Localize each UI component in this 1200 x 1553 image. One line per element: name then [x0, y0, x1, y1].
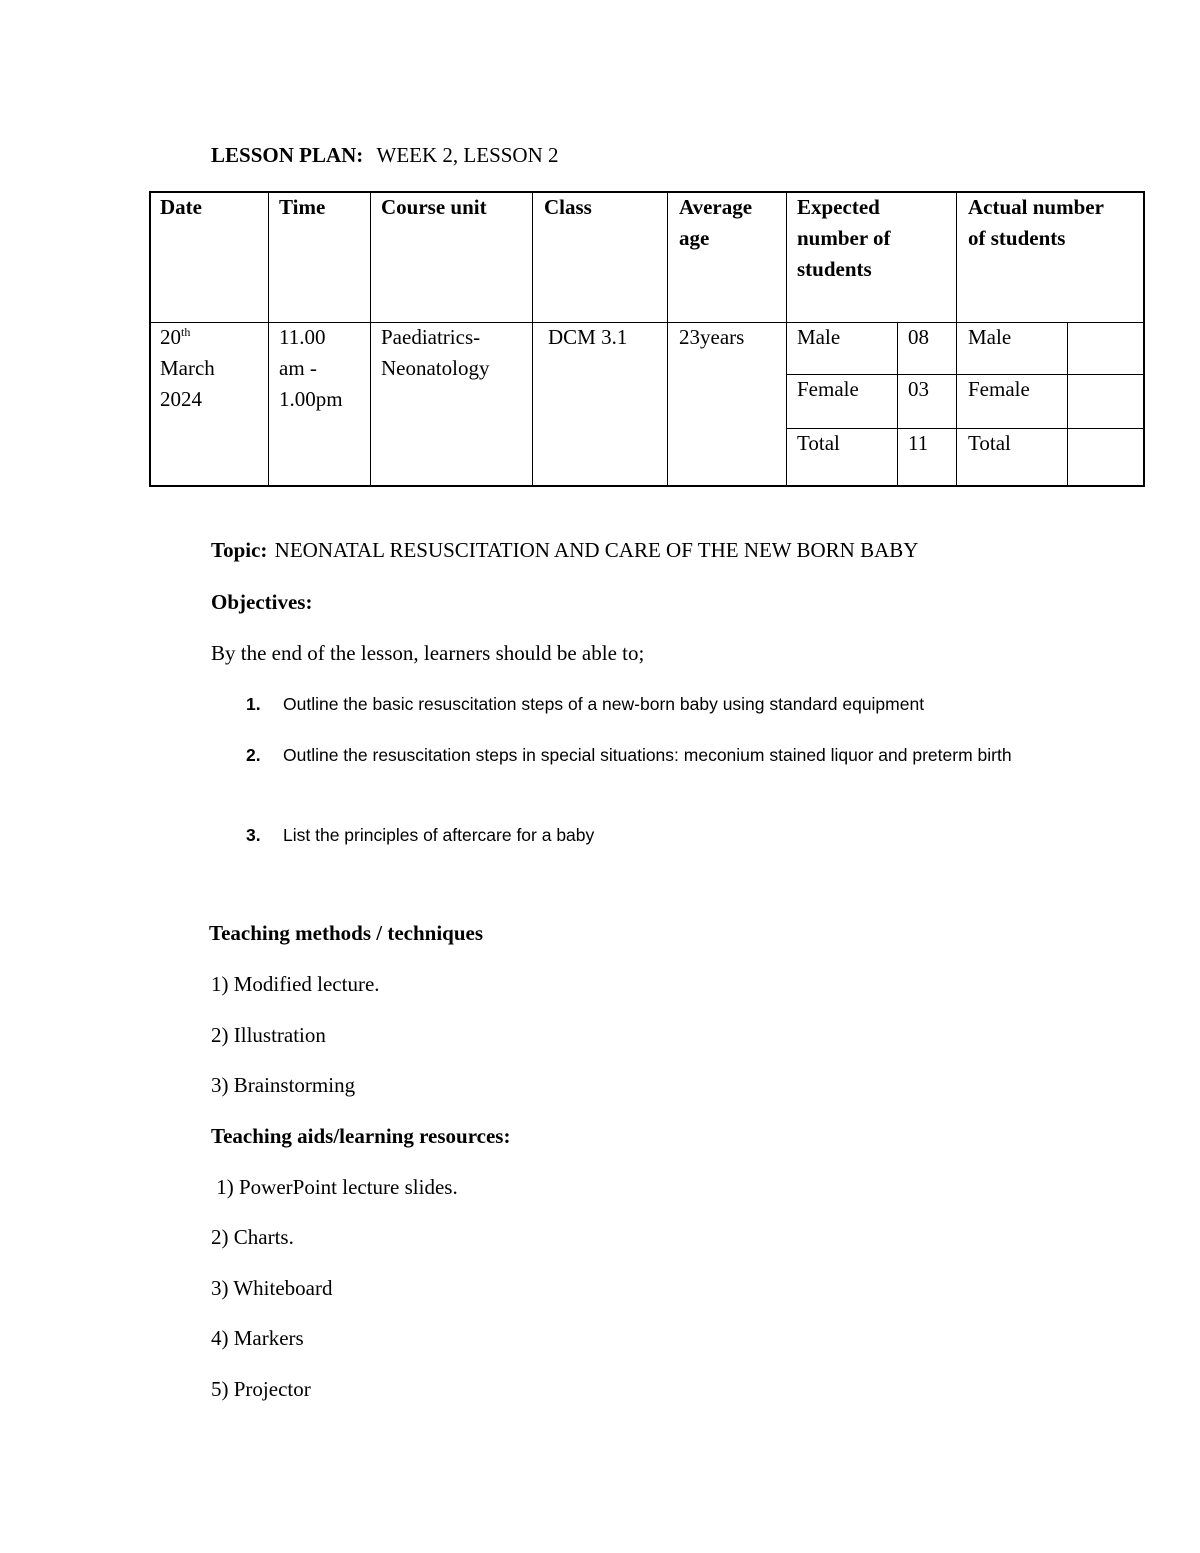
header-average-age-line: Average — [679, 195, 753, 219]
cell-average-age: 23years — [679, 325, 745, 349]
table-border — [1143, 191, 1145, 487]
header-class: Class — [544, 195, 592, 219]
header-time: Time — [279, 195, 326, 219]
teaching-method-item: 3) Brainstorming — [211, 1073, 356, 1097]
teaching-aids-heading: Teaching aids/learning resources: — [211, 1124, 511, 1148]
date-suffix: th — [181, 325, 191, 339]
header-expected-line: students — [797, 257, 872, 281]
time-line: 1.00pm — [279, 387, 343, 411]
cell-class: DCM 3.1 — [548, 325, 628, 349]
table-divider — [1067, 322, 1068, 487]
actual-female-label: Female — [968, 377, 1030, 401]
heading-label: LESSON PLAN: — [211, 143, 364, 167]
date-day-line — [160, 322, 215, 353]
header-average-age — [679, 192, 752, 254]
expected-male-value: 08 — [908, 325, 929, 349]
time-line: am - — [279, 356, 317, 380]
teaching-method-item: 1) Modified lecture. — [211, 972, 380, 996]
expected-total-label: Total — [797, 431, 840, 455]
header-date: Date — [160, 195, 202, 219]
expected-female-value: 03 — [908, 377, 929, 401]
table-divider — [370, 191, 371, 487]
actual-total-label: Total — [968, 431, 1011, 455]
table-divider — [897, 322, 898, 487]
header-expected-line: Expected — [797, 195, 880, 219]
header-average-age-line: age — [679, 226, 710, 250]
table-divider — [667, 191, 668, 487]
objective-number: 1. — [246, 694, 261, 714]
course-line: Paediatrics- — [381, 325, 481, 349]
table-border — [149, 191, 151, 487]
table-divider — [532, 191, 533, 487]
header-expected-line: number of — [797, 226, 891, 250]
actual-male-label: Male — [968, 325, 1012, 349]
table-divider — [786, 191, 787, 487]
objective-number: 3. — [246, 825, 261, 845]
table-divider — [956, 191, 957, 487]
header-actual-students — [968, 192, 1104, 254]
time-line: 11.00 — [279, 325, 326, 349]
objective-text: Outline the basic resuscitation steps of a new-born baby using standard equipment — [283, 694, 925, 714]
cell-date — [160, 322, 215, 415]
teaching-methods-heading: Teaching methods / techniques — [209, 921, 484, 945]
cell-course-unit — [381, 322, 489, 384]
course-line: Neonatology — [381, 356, 490, 380]
table-border — [149, 485, 1145, 487]
expected-total-value: 11 — [908, 431, 929, 455]
cell-time — [279, 322, 343, 415]
expected-female-label: Female — [797, 377, 859, 401]
objectives-intro: By the end of the lesson, learners should be able to; — [211, 641, 645, 665]
teaching-aid-item: 3) Whiteboard — [211, 1276, 333, 1300]
date-month: March — [160, 356, 215, 380]
lesson-plan-heading — [211, 143, 559, 168]
teaching-aid-item: 5) Projector — [211, 1377, 311, 1401]
date-year: 2024 — [160, 387, 202, 411]
header-course-unit: Course unit — [381, 195, 487, 219]
objective-text: Outline the resuscitation steps in special situations: meconium stained liquor and preterm birth — [283, 745, 1012, 765]
expected-male-label: Male — [797, 325, 841, 349]
topic-value: NEONATAL RESUSCITATION AND CARE OF THE NEW BORN BABY — [274, 538, 919, 562]
objective-text: List the principles of aftercare for a baby — [283, 825, 595, 845]
header-actual-line: of students — [968, 226, 1066, 250]
header-actual-line: Actual number — [968, 195, 1104, 219]
date-day: 20 — [160, 325, 181, 349]
topic — [211, 538, 918, 563]
teaching-aid-item: 4) Markers — [211, 1326, 304, 1350]
table-divider — [787, 428, 1145, 429]
teaching-aid-item: 2) Charts. — [211, 1225, 294, 1249]
objective-number: 2. — [246, 745, 261, 765]
objectives-heading: Objectives: — [211, 590, 313, 614]
topic-label: Topic: — [211, 538, 268, 562]
teaching-aid-item: 1) PowerPoint lecture slides. — [211, 1175, 458, 1199]
header-expected-students — [797, 192, 891, 285]
teaching-method-item: 2) Illustration — [211, 1023, 326, 1047]
table-divider — [268, 191, 269, 487]
heading-value: WEEK 2, LESSON 2 — [376, 143, 559, 167]
